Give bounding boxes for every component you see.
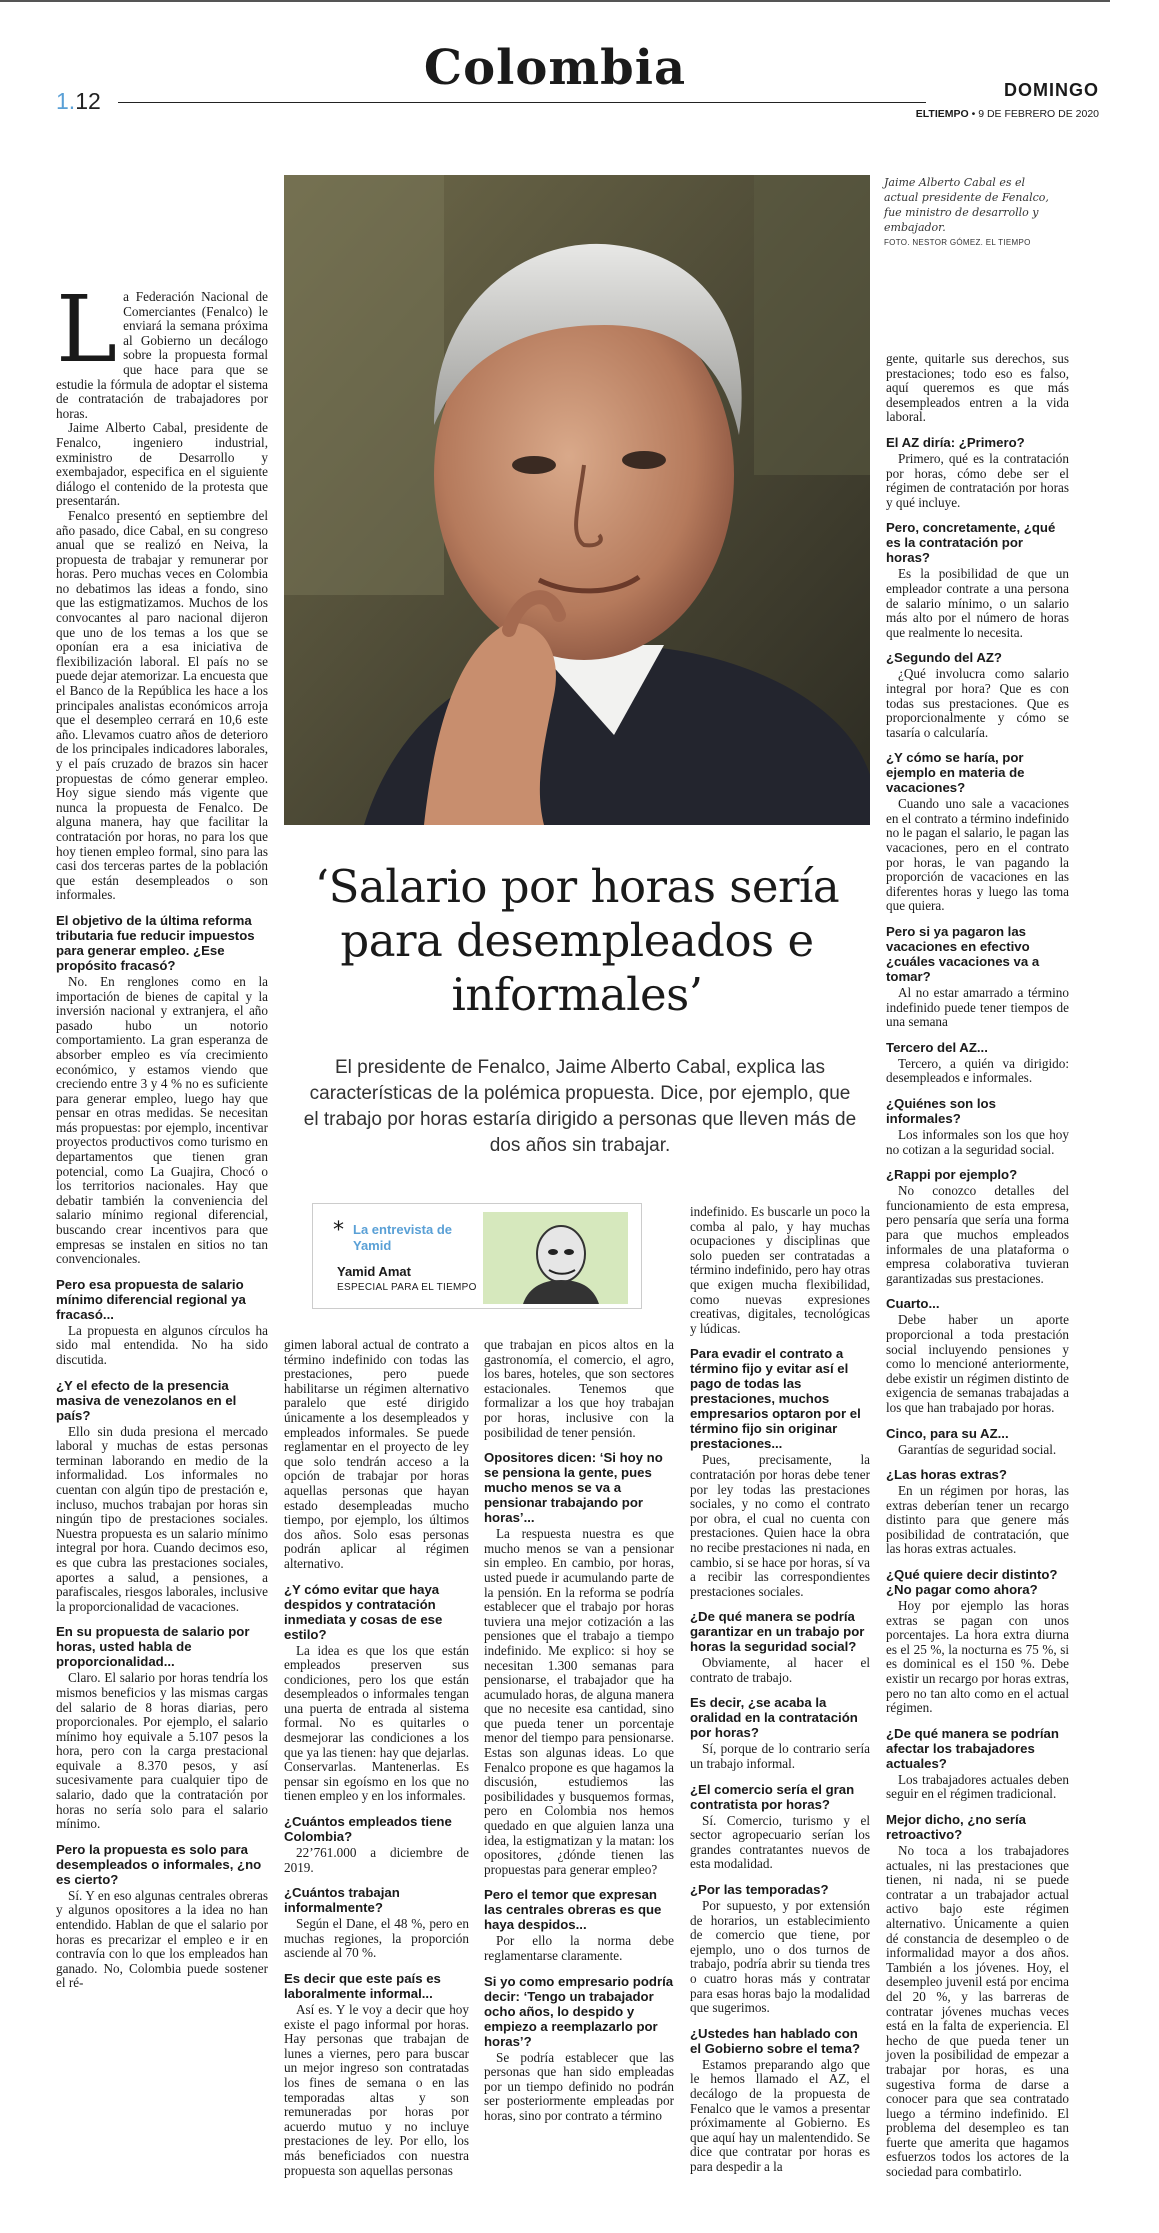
day-label: DOMINGO	[1004, 80, 1099, 100]
portrait-photo	[284, 175, 870, 825]
question: Pero si ya pagaron las vacaciones en efectivo ¿cuáles vacaciones va a tomar?	[886, 924, 1040, 985]
question: Pero la propuesta es solo para desempleados o informales, ¿no es cierto?	[56, 1841, 262, 1887]
question: ¿El comercio sería el gran contratista por horas?	[690, 1781, 855, 1812]
column-2	[284, 1338, 469, 2178]
answer-continued: gente, quitarle sus derechos, sus prestaciones; todo eso es falso, aquí queremos es que más desempleados entren a la vida laboral.	[886, 351, 1069, 425]
answer: Pues, precisamente, la contratación por horas debe tener por ley todas las prestaciones sociales, y no como el contrato por obra, el cual no cuenta con prestaciones. Quien hace la obra no recibe prestaciones ni nada, en cambio, si se hace por horas, sí va a recibir las correspondientes prestaciones sociales.	[690, 1452, 870, 1599]
question: ¿De qué manera se podrían afectar los trabajadores actuales?	[886, 1725, 1059, 1771]
answer: Ello sin duda presiona el mercado laboral y muchas de estas personas terminan laborando en medio de la informalidad. Los informales no cuentan con algún tipo de prestación e, incluso, muchos trabajan por horas sin ningún tipo de prestaciones sociales. Nuestra propuesta es un salario mínimo integral por hora. Cuando decimos eso, es que cubra las prestaciones sociales, aportes a salud, a pensiones, a parafiscales, riesgos laborales, inclusive la proporcionalidad de vacaciones.	[56, 1423, 268, 1614]
answer: Estamos preparando algo que le hemos llamado el AZ, el decálogo de la propuesta de Fenalco que le vamos a presentar próximamente al Gobierno. Es que aquí hay un malentendido. Se dice que contratar por horas es para despedir a la	[690, 2056, 870, 2174]
page-number-value: 12	[75, 88, 101, 114]
column-4	[690, 1205, 870, 2175]
answer: Es la posibilidad de que un empleador contrate a una persona de salario mínimo, o un salario más alto por el número de horas que realmente lo necesita.	[886, 566, 1069, 640]
star-icon: *	[333, 1218, 344, 1243]
author-role: ESPECIAL PARA EL TIEMPO	[337, 1282, 477, 1293]
question: Tercero del AZ...	[886, 1039, 988, 1055]
question: El objetivo de la última reforma tributaria fue reducir impuestos para generar empleo. ¿Ese propósito fracasó?	[56, 912, 255, 973]
question: Mejor dicho, ¿no sería retroactivo?	[886, 1812, 1026, 1842]
question: Si yo como empresario podría decir: ‘Tengo un trabajador ocho años, lo despido y empiezo a reemplazarlo por horas’?	[484, 1973, 674, 2049]
answer: Primero, qué es la contratación por horas, cómo debe ser el régimen de contratación por horas y qué incluye.	[886, 450, 1069, 510]
intro-paragraph: a Federación Nacional de Comerciantes (Fenalco) le enviará la semana próxima al Gobierno un decálogo sobre la propuesta formal que hace para que se estudie la fórmula de adoptar el sistema de contratación de trabajadores por horas.	[56, 289, 268, 421]
question: Pero el temor que expresan las centrales obreras es que haya despidos...	[484, 1887, 662, 1933]
answer: En un régimen por horas, las extras deberían tener un recargo distinto para que genere más posibilidad de contratación, que las horas extras actuales.	[886, 1483, 1069, 1557]
answer-continued: gimen laboral actual de contrato a término indefinido con todas las prestaciones, pero puede habilitarse un régimen alternativo paralelo que esté dirigido únicamente a los desempleados y empleados informales. Se puede reglamentar en el proyecto de ley que solo tendrán acceso a la opción de trabajar por horas aquellas personas que hayan estado desempleadas mucho tiempo, por ejemplo, los últimos dos años. Solo esas personas podrán aplicar al régimen alternativo.	[284, 1337, 469, 1571]
answer: Se podría establecer que las personas que han sido empleadas por un tiempo definido no podrán ser posteriormente empleadas por horas, sino por contrato a término	[484, 2049, 674, 2123]
deck: El presidente de Fenalco, Jaime Alberto Cabal, explica las características de la polémica propuesta. Dice, por ejemplo, que el trabajo por horas estaría dirigido a personas que lleven más de dos años sin trabajar.	[303, 1057, 857, 1156]
question: ¿Y cómo evitar que haya despidos y contratación inmediata y cosas de ese estilo?	[284, 1581, 443, 1642]
answer: Así es. Y le voy a decir que hoy existe el pago informal por horas. Hay personas que trabajan de lunes a viernes, pero para buscar un mejor ingreso son contratadas los fines de semana o en las temporadas altas y son remuneradas por horas por acuerdo mutuo y no incluye prestaciones de ley. Por ello, los más beneficiados con nuestra propuesta son aquellas personas	[284, 2002, 469, 2178]
answer: 22’761.000 a diciembre de 2019.	[284, 1845, 469, 1875]
section-title: Colombia	[423, 40, 687, 96]
drop-cap: L	[56, 276, 118, 383]
page-number	[56, 88, 101, 115]
paragraph: Fenalco presentó en septiembre del año pasado, dice Cabal, en su congreso anual que se realizó en Neiva, la propuesta de trabajar y remunerar por horas. Pero muchas veces en Colombia no debatimos las ideas a fondo, sino que las estigmatizamos. Muchos de los convocantes al paro nacional dijeron que uno de los temas a los que se oponían era a esa iniciativa de flexibilización laboral. El país no se puede dejar atemorizar. La encuesta que el Banco de la República les hace a los principales analistas económicos arroja que el desempleo cerrará en 10,6 este año. Llevamos cuatro años de deterioro de los principales indicadores laborales, y el país cruzado de brazos sin hacer propuestas de cómo generar empleo. Hoy sigue siendo más vigente que nunca la propuesta de Fenalco. De alguna manera, hay que facilitar la contratación por horas, no para los que hoy tienen empleo formal, sino para las casi dos terceras partes de la población que están desempleados o son informales.	[56, 507, 268, 903]
answer: No conozco detalles del funcionamiento de esta empresa, pero pensaría que sería una forma para que muchos empleados informales de una plataforma o empresa colaborativa tuvieran garantizadas sus prestaciones.	[886, 1183, 1069, 1286]
answer: Por supuesto, y por extensión de horarios, un establecimiento de comercio que tiene, por ejemplo, uno o dos turnos de trabajo, podría abrir su tienda tres o cuatro horas más y contratar para esas horas bajo la modalidad que sugerimos.	[690, 1898, 870, 2016]
answer: Al no estar amarrado a término indefinido puede tener tiempos de una semana	[886, 985, 1069, 1030]
answer: Obviamente, al hacer el contrato de trabajo.	[690, 1655, 870, 1685]
column-5	[886, 352, 1069, 2180]
top-rule	[0, 0, 1110, 2]
photo-caption	[884, 175, 1054, 250]
question: Es decir, ¿se acaba la oralidad en la contratación por horas?	[690, 1695, 858, 1741]
date: • 9 DE FEBRERO DE 2020	[968, 108, 1099, 120]
answer: Claro. El salario por horas tendría los mismos beneficios y las mismas cargas del salario de 8 horas diarias, pero proporcionales. Por ejemplo, el salario mínimo hoy equivale a 5.107 pesos la hora, pero con la carga prestacional equivale a 8.370 pesos, y así sucesivamente para cualquier tipo de salario, dado que la contratación por horas no sería solo para el salario mínimo.	[56, 1670, 268, 1832]
column-1	[56, 276, 268, 1991]
question: ¿Cuántos trabajan informalmente?	[284, 1885, 400, 1916]
question: ¿De qué manera se podría garantizar en un trabajo por horas la seguridad social?	[690, 1609, 865, 1655]
paper-name: ELTIEMPO	[915, 108, 969, 120]
question: Cuarto...	[886, 1296, 940, 1312]
photo-credit: FOTO. NESTOR GÓMEZ. EL TIEMPO	[884, 238, 1031, 247]
answer: Por ello la norma debe reglamentarse claramente.	[484, 1933, 674, 1963]
question: ¿Segundo del AZ?	[886, 650, 1002, 666]
question: ¿Las horas extras?	[886, 1467, 1007, 1483]
answer: Sí. Comercio, turismo y el sector agropecuario serían los grandes contratantes nuevos de esta modalidad.	[690, 1812, 870, 1872]
answer: Cuando uno sale a vacaciones en el contrato a término indefinido no le pagan el salario, le pagan las vacaciones, pero en el contrato por horas, le van pagando la proporción de vacaciones en las diferentes horas y luego las toma que quiera.	[886, 796, 1069, 914]
question: El AZ diría: ¿Primero?	[886, 434, 1025, 450]
author-portrait	[483, 1212, 628, 1304]
page-prefix: 1.	[56, 88, 76, 114]
answer-continued: indefinido. Es buscarle un poco la comba al palo, y hay muchas ocupaciones y disciplinas que solo pueden ser contratadas a término indefinido, pero hay otras que exigen mucha flexibilidad, como nuevas expresiones creativas, digitales, tecnológicas y lúdicas.	[690, 1204, 870, 1336]
paragraph: Jaime Alberto Cabal, presidente de Fenalco, ingeniero industrial, exministro de Desarrollo y exembajador, especifica en el siguiente diálogo el contenido de la protesta que presentarán.	[56, 420, 268, 509]
answer: La idea es que los que están empleados preserven sus condiciones, pero los que están desempleados o informales tengan una puerta de entrada al sistema formal. No es quitarles o desmejorar las condiciones a los que ya las tienen: hay que dejarlas. Conservarlas. Mantenerlas. Es pensar sin egoísmo en los que no tienen empleo y en los informales.	[284, 1642, 469, 1804]
answer: No. En renglones como en la importación de bienes de capital y la inversión nacional y extranjera, el año pasado hubo un notorio comportamiento. La gran esperanza de absorber empleo es vía crecimiento económico, y estamos viendo que creciendo entre 3 y 4 % no es suficiente para generar empleo, luego hay que pensar en otras medidas. Se necesitan más propuestas: por ejemplo, incentivar proyectos productivos como turismo en departamentos que tienen gran potencial, como La Guajira, Chocó o los territorios nacionales. Hay que debatir también la conveniencia del salario mínimo regional diferencial, buscando crear incentivos para que empresas se instalen en sitios no tan convencionales.	[56, 973, 268, 1267]
question: ¿Y el efecto de la presencia masiva de venezolanos en el país?	[56, 1377, 237, 1423]
answer: No toca a los trabajadores actuales, ni las prestaciones que tienen, ni nada, ni se puede contratar a un trabajador actual activo bajo este régimen alternativo. Únicamente a quien dé constancia de desempleo o de informalidad mayor a dos años. También a los jóvenes. Hoy, el desempleo juvenil está por encima del 20 %, y las barreras de contratar jóvenes muchas veces está en la falta de experiencia. El hecho de que pueda tener un joven la posibilidad de empezar a trabajar por horas, es una sugestiva forma de darse a conocer para que sea contratado luego a término indefinido. El problema del desempleo es tan fuerte que amerita que hagamos esfuerzos todos los actores de la sociedad para combatirlo.	[886, 1843, 1069, 2180]
dateline	[916, 108, 1099, 120]
answer: Hoy por ejemplo las horas extras se pagan con unos porcentajes. La hora extra diurna es el 25 %, la nocturna es 75 %, si es dominical es el 150 %. Debe existir un recargo por horas extras, pero no tan alto como en el actual régimen.	[886, 1598, 1069, 1716]
series-name: La entrevista de Yamid	[353, 1222, 452, 1253]
answer: ¿Qué involucra como salario integral por hora? Que es con todas sus prestaciones. Que es proporcionalmente y cómo se tasaría o calcularía.	[886, 666, 1069, 740]
answer: La respuesta nuestra es que mucho menos se van a pensionar sin empleo. En cambio, por horas, usted puede ir acumulando parte de la pensión. En la reforma se podría establecer que el trabajo por horas tuviera una mejor cotización a las pensiones que el trabajo a tiempo indefinido. Me explico: si hoy se necesitan 1.300 semanas para pensionarse, el trabajador que ha acumulado horas, de alguna manera que no necesite esa cantidad, sino que pueda tener un porcentaje menor del tiempo para pensionarse. Estas son algunas ideas. Lo que Fenalco propone es que hagamos la discusión, estudiemos las posibilidades y busquemos formas, pero en Colombia nos hemos quedado en que alguien lanza una idea, la estigmatizan y la matan: los opositores, ¿dónde tienen las propuestas para generar empleo?	[484, 1526, 674, 1877]
answer: Los informales son los que hoy no cotizan a la seguridad social.	[886, 1127, 1069, 1157]
answer: Debe haber un aporte proporcional a toda prestación social incluyendo pensiones y como lo mencioné anteriormente, debe existir un régimen distinto de exigencia de semanas trabajadas a los que han trabajado por horas.	[886, 1312, 1069, 1415]
question: Pero esa propuesta de salario mínimo diferencial regional ya fracasó...	[56, 1276, 246, 1322]
question: ¿Quiénes son los informales?	[886, 1096, 996, 1126]
question: Para evadir el contrato a término fijo y evitar así el pago de todas las prestaciones, muchos empresarios optaron por el término fijo sin originar prestaciones...	[690, 1346, 861, 1452]
answer: Sí, porque de lo contrario sería un trabajo informal.	[690, 1741, 870, 1772]
header-rule	[118, 102, 926, 103]
question: Es decir que este país es laboralmente informal...	[284, 1971, 441, 2001]
answer-continued: que trabajan en picos altos en la gastronomía, el comercio, el agro, los bares, hoteles, que son sectores estacionales. Tenemos que formalizar a los que hoy trabajan por horas, inclusive con la posibilidad de tener pensión.	[484, 1337, 674, 1440]
answer: Garantías de seguridad social.	[898, 1441, 1057, 1457]
byline-box	[312, 1203, 642, 1309]
answer: Sí. Y en eso algunas centrales obreras y algunos opositores a la idea no han entendido. Hablan de que el salario por horas es precarizar el empleo e ir en contravía con lo que los empleados han ganado. No, Colombia puede sostener el ré-	[56, 1887, 268, 1991]
column-3	[484, 1338, 674, 2124]
answer: La propuesta en algunos círculos ha sido mal entendida. No ha sido discutida.	[56, 1322, 268, 1367]
answer: Según el Dane, el 48 %, pero en muchas regiones, la proporción asciende al 70 %.	[284, 1916, 469, 1961]
question: ¿Ustedes han hablado con el Gobierno sobre el tema?	[690, 2025, 861, 2056]
answer: Tercero, a quién va dirigido: desempleados e informales.	[886, 1055, 1069, 1086]
caption-text: Jaime Alberto Cabal es el actual presidente de Fenalco, fue ministro de desarrollo y embajador.	[884, 176, 1049, 234]
author-name: Yamid Amat	[337, 1264, 411, 1279]
question: ¿Cuántos empleados tiene Colombia?	[284, 1814, 452, 1845]
answer: Los trabajadores actuales deben seguir en el régimen tradicional.	[886, 1771, 1069, 1802]
question: ¿Por las temporadas?	[690, 1882, 829, 1898]
question: ¿Qué quiere decir distinto? ¿No pagar como ahora?	[886, 1567, 1058, 1598]
question: ¿Rappi por ejemplo?	[886, 1167, 1018, 1183]
headline: ‘Salario por horas sería para desempleados e informales’	[314, 860, 840, 1021]
question: Cinco, para su AZ...	[886, 1425, 1009, 1441]
question: ¿Y cómo se haría, por ejemplo en materia de vacaciones?	[886, 750, 1025, 796]
question: Pero, concretamente, ¿qué es la contratación por horas?	[886, 520, 1056, 566]
question: Opositores dicen: ‘Si hoy no se pensiona la gente, pues mucho menos se va a pensionar trabajando por horas’...	[484, 1450, 663, 1526]
question: En su propuesta de salario por horas, usted habla de proporcionalidad...	[56, 1624, 250, 1670]
